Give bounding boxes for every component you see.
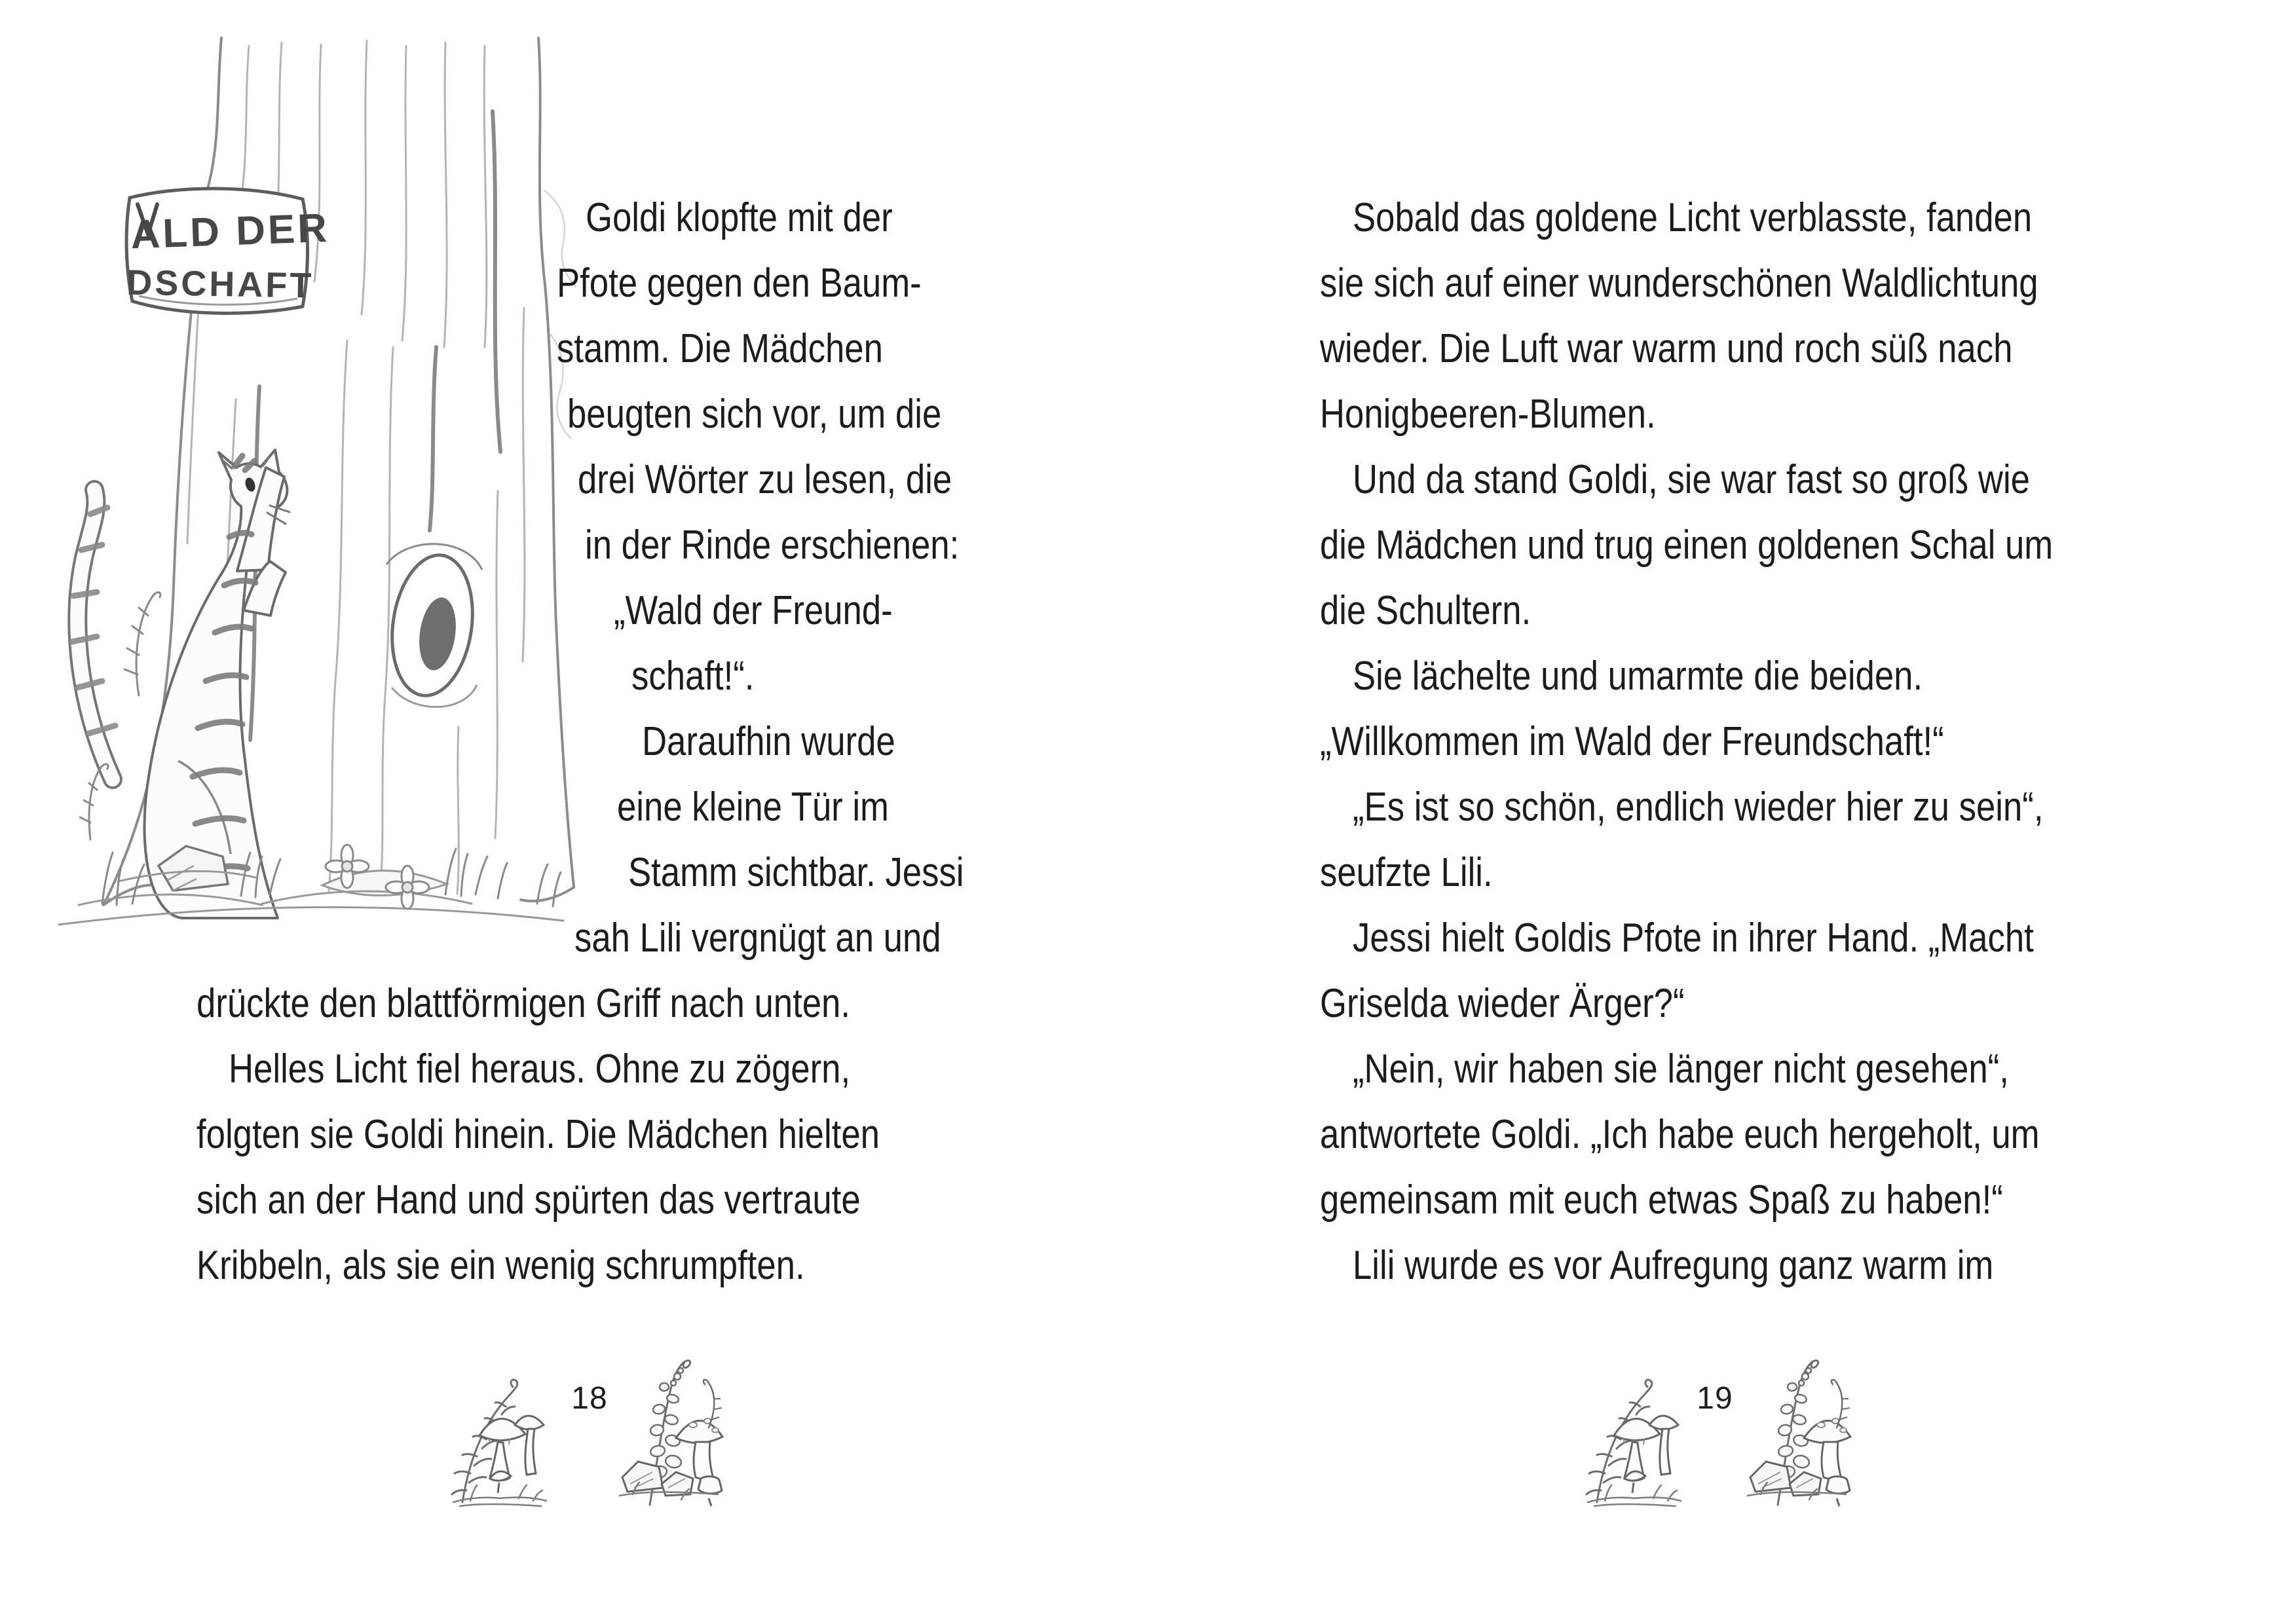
story-line: stamm. Die Mädchen xyxy=(557,326,883,371)
sign-text-line1: ALD DER xyxy=(130,205,331,258)
story-line: Jessi hielt Goldis Pfote in ihrer Hand. „Macht xyxy=(1353,915,2034,961)
story-line: beugten sich vor, um die xyxy=(567,392,942,437)
story-line: Daraufhin wurde xyxy=(642,719,895,764)
story-line: „Willkommen im Wald der Freundschaft!“ xyxy=(1320,719,1944,764)
story-line: drei Wörter zu lesen, die xyxy=(578,457,952,502)
story-line: Helles Licht fiel heraus. Ohne zu zögern, xyxy=(229,1046,851,1092)
story-line: antwortete Goldi. „Ich habe euch hergeholt, um xyxy=(1320,1112,2040,1157)
story-line: die Schultern. xyxy=(1320,588,1531,633)
fern-mushrooms-icon xyxy=(1585,1362,1683,1513)
story-line: Pfote gegen den Baum- xyxy=(557,261,922,306)
story-line: schaft!“. xyxy=(631,654,755,699)
left-page-text xyxy=(197,185,1153,1299)
story-line: Sie lächelte und umarmte die beiden. xyxy=(1353,654,1923,699)
right-page-text xyxy=(1320,185,2237,1299)
page-number-left: 18 xyxy=(571,1381,608,1416)
fern-mushrooms-icon xyxy=(451,1362,549,1513)
story-line: folgten sie Goldi hinein. Die Mädchen hielten xyxy=(197,1112,880,1157)
story-line: Lili wurde es vor Aufregung ganz warm im xyxy=(1353,1243,1994,1288)
story-line: Und da stand Goldi, sie war fast so groß wie xyxy=(1353,457,2030,502)
story-line: sie sich auf einer wunderschönen Waldlichtung xyxy=(1320,261,2038,306)
foxglove-mushroom-icon xyxy=(616,1349,724,1509)
story-line: gemeinsam mit euch etwas Spaß zu haben!“ xyxy=(1320,1177,2003,1223)
story-line: sah Lili vergnügt an und xyxy=(574,915,941,961)
story-line: die Mädchen und trug einen goldenen Schal um xyxy=(1320,523,2054,568)
page-number-right: 19 xyxy=(1697,1381,1733,1416)
story-line: Griselda wieder Ärger?“ xyxy=(1320,981,1685,1026)
story-line: Sobald das goldene Licht verblasste, fanden xyxy=(1353,195,2033,240)
sign-text-line2: DSCHAFT xyxy=(126,263,314,306)
story-line: eine kleine Tür im xyxy=(617,784,889,830)
story-line: „Es ist so schön, endlich wieder hier zu sein“, xyxy=(1353,784,2044,830)
story-line: in der Rinde erschienen: xyxy=(585,523,960,568)
foxglove-mushroom-icon xyxy=(1744,1349,1852,1509)
story-line: seufzte Lili. xyxy=(1320,850,1493,895)
story-line: Goldi klopfte mit der xyxy=(586,195,893,240)
story-line: wieder. Die Luft war warm und roch süß nach xyxy=(1320,326,2013,371)
story-line: sich an der Hand und spürten das vertraute xyxy=(197,1177,861,1223)
story-line: „Wald der Freund- xyxy=(614,588,893,633)
story-line: Honigbeeren-Blumen. xyxy=(1320,392,1656,437)
story-line: drückte den blattförmigen Griff nach unten. xyxy=(197,981,850,1026)
story-line: „Nein, wir haben sie länger nicht gesehen“, xyxy=(1353,1046,2009,1092)
story-line: Kribbeln, als sie ein wenig schrumpften. xyxy=(197,1243,805,1288)
story-line: Stamm sichtbar. Jessi xyxy=(628,850,964,895)
